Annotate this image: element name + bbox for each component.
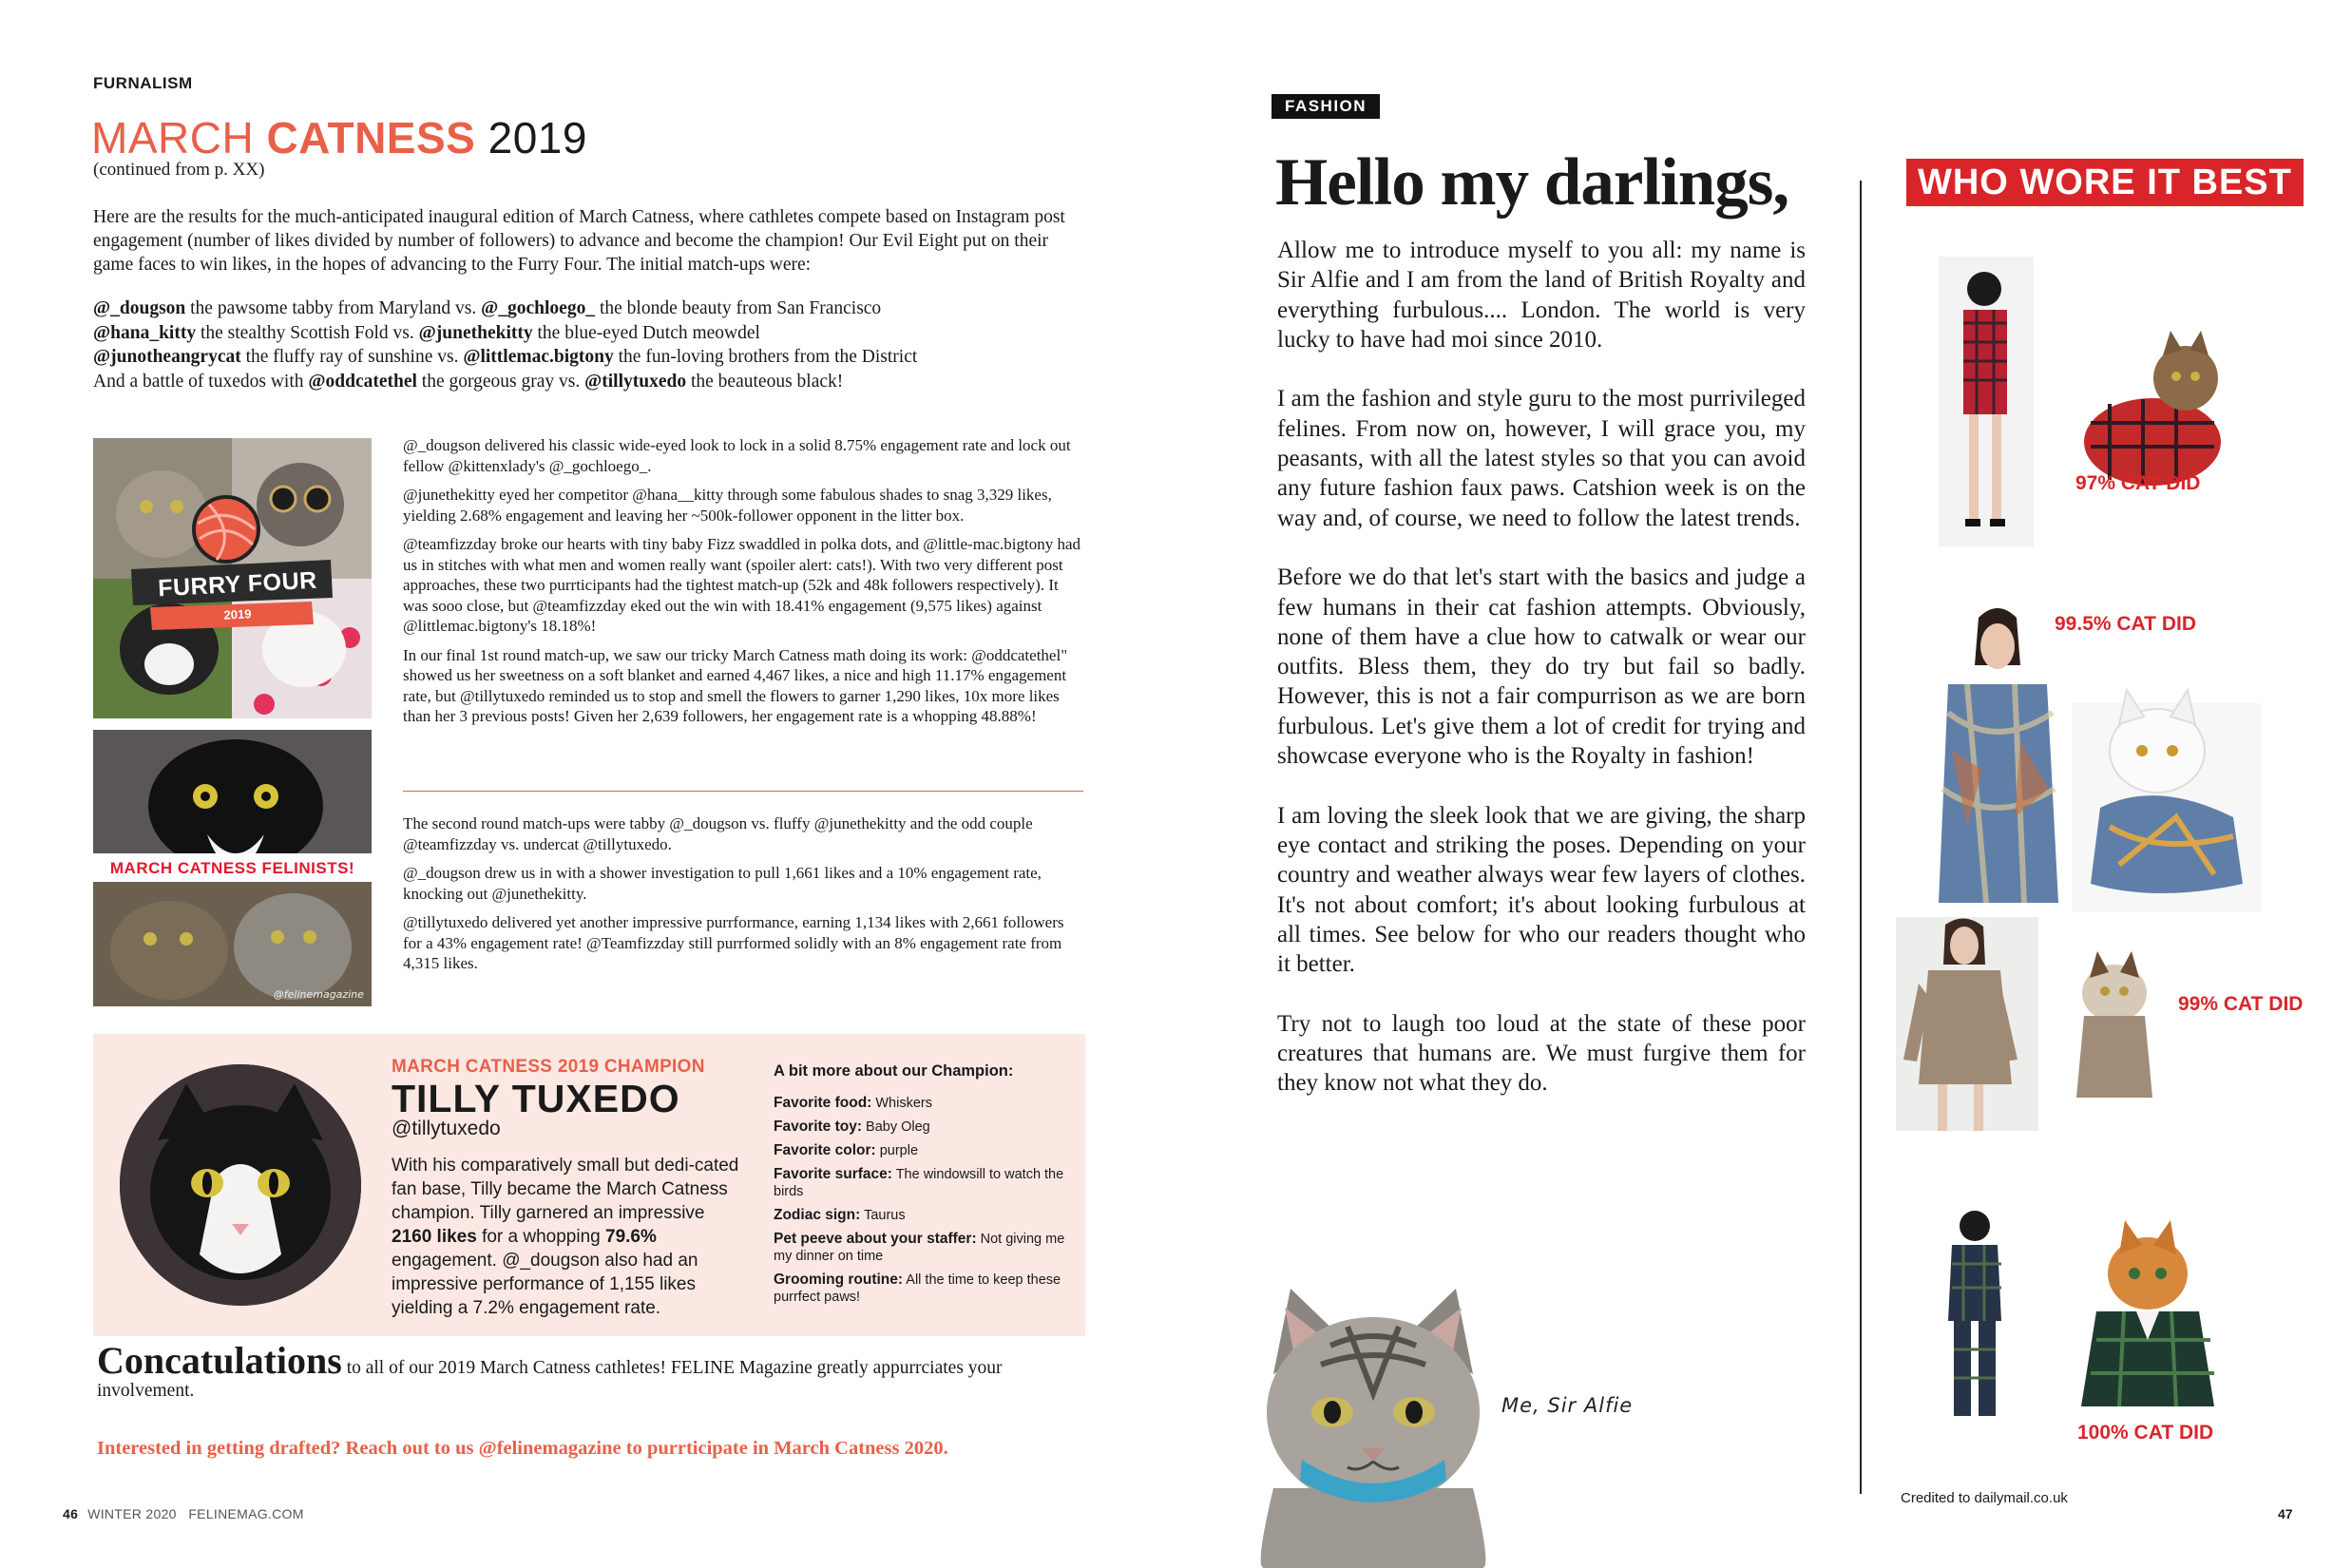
title-march: MARCH [91,113,267,163]
fact-item: Favorite surface: The windowsill to watch the birds [774,1166,1064,1199]
title-catness: CATNESS [266,113,476,163]
article-body [1277,236,1806,1128]
folio-right: 47 [2278,1506,2293,1521]
plaid-suit-comparison [1929,1207,2233,1421]
image-credit: Credited to dailymail.co.uk [1901,1490,2068,1506]
tabby-cat-illustration [1235,1270,1511,1568]
fact-item: Favorite color: purple [774,1142,919,1158]
round-one-results [403,435,1083,736]
who-wore-it-best-title: WHO WORE IT BEST [1906,159,2304,206]
body-paragraph: I am the fashion and style guru to the most purrivileged felines. From now on, however, I will grace you, my peasants, with all the latest styles so that you can avoid any future fashion faux paws. Catshion week is on the way and, of course, we need to follow the latest trends. [1277,386,1806,531]
furry-four-badge-year: 2019 [223,606,252,622]
matchup-list [93,296,1074,393]
tartan-outfit-comparison [1939,257,2224,546]
matchup-line: @_dougson the pawsome tabby from Maryland vs. @_gochloego_ the blonde beauty from San Francisco [93,298,882,318]
closing-note: Concatulations to all of our 2019 March Catness cathletes! FELINE Magazine greatly appurrciates your involvement. [97,1339,1003,1401]
comparison-4-image [1929,1207,2233,1421]
round-two-results [403,813,1083,983]
folio-left: 46 WINTER 2020 FELINEMAG.COM [63,1506,304,1521]
result-paragraph: @_dougson drew us in with a shower investigation to pull 1,661 likes and a 10% engagement rate, knocking out @junethekitty. [403,864,1042,903]
page-title [91,112,587,163]
verdict-label: 99.5% CAT DID [2055,613,2196,635]
concatulations-heading: Concatulations [97,1339,342,1382]
body-paragraph: Allow me to introduce myself to you all: my name is Sir Alfie and I am from the land of British Royalty and everything furbulous.... London. The world is very lucky to have had moi since 2010. [1277,238,1806,353]
call-to-action: Interested in getting drafted? Reach out to us @felinemagazine to purrticipate in March Catness 2020. [97,1438,948,1459]
verdict-label: 100% CAT DID [2077,1422,2214,1444]
felinists-banner: MARCH CATNESS FELINISTS! [109,859,355,877]
facts-heading: A bit more about our Champion: [774,1062,1014,1080]
champion-kicker: MARCH CATNESS 2019 CHAMPION [392,1057,705,1077]
champion-photo [120,1064,361,1306]
furry-four-badge-title: FURRY FOUR [157,566,318,602]
body-paragraph: Try not to laugh too loud at the state of these poor creatures that humans are. We must furgive them for they know not what they do. [1277,1010,1806,1097]
result-paragraph: The second round match-ups were tabby @_dougson vs. fluffy @junethekitty and the odd couple @teamfizzday vs. undercat @tillytuxedo. [403,814,1033,853]
continued-note: (continued from p. XX) [93,160,265,180]
sir-alfie-caption: Me, Sir Alfie [1501,1394,1634,1417]
fact-item: Favorite toy: Baby Oleg [774,1119,930,1135]
result-paragraph: @tillytuxedo delivered yet another impressive purrformance, earning 1,134 likes with 2,661 followers for a 43% engagement rate! @Teamfizzday still purrformed solidly with an 8% engagement rate from 4,315 likes. [403,913,1064,972]
result-paragraph: @junethekitty eyed her competitor @hana__kitty through some fabulous shades to snag 3,329 likes, yielding 2.68% engagement and leaving her ~500k-follower opponent in the litter box. [403,486,1052,525]
fact-item: Grooming routine: All the time to keep these purrfect paws! [774,1272,1061,1305]
knit-sweater-comparison [1896,917,2171,1131]
furry-four-collage [93,438,372,718]
felinists-collage [93,730,372,1006]
fact-item: Zodiac sign: Taurus [774,1207,906,1223]
result-paragraph: @_dougson delivered his classic wide-eyed look to lock in a solid 8.75% engagement rate and lock out fellow @kittenxlady's @_gochloego_. [403,436,1071,475]
verdict-label: 99% CAT DID [2178,993,2304,1015]
result-paragraph: In our final 1st round match-up, we saw our tricky March Catness math doing its work: @oddcatethel" showed us her sweetness on a soft blanket and earned 4,467 likes, a nice and high 11.17% engagement rate, but @tillytuxedo reminded us to stop and smell the flowers to garner 1,290 likes, 10x more likes than her 3 previous posts! Given her 2,639 followers, her engagement rate is a whopping 48.88%! [403,645,1068,725]
tuxedo-cat-portrait [120,1064,361,1306]
champion-facts [774,1095,1078,1312]
comparison-2-image [1929,599,2262,912]
column-rule [1860,181,1862,1494]
intro-paragraph: Here are the results for the much-anticipated inaugural edition of March Catness, where cathletes compete based on Instagram post engagement (number of likes divided by number of followers) to advance and become the champion! Our Evil Eight put on their game faces to win likes, in the hopes of advancing to the Furry Four. The initial match-ups were: [93,207,1065,275]
fact-item: Pet peeve about your staffer: Not giving me my dinner on time [774,1231,1065,1264]
abstract-print-outfit-comparison [1929,599,2262,912]
comparison-3-image [1896,917,2171,1131]
fashion-tag: FASHION [1272,94,1380,119]
body-paragraph: I am loving the sleek look that we are giving, the sharp eye contact and striking the poses. Depending on your country and weather always wear few layers of clothes. It's not about comfort; it's about looking furbulous at all times. See below for who our readers thought who it better. [1277,802,1806,978]
matchup-line: @junotheangrycat the fluffy ray of sunshine vs. @littlemac.bigtony the fun-loving brothers from the District [93,347,918,367]
body-paragraph: Before we do that let's start with the basics and judge a few humans in their cat fashion attempts. Obviously, none of them have a clue how to catwalk or wear our outfits. Bless them, they do try but fail so badly. However, this is not a fair compurrison as we are born furbulous. Let's give them a lot of credit for trying and showcase everyone who is the Royalty in fashion! [1277,564,1806,770]
title-year: 2019 [475,113,587,163]
matchup-line: And a battle of tuxedos with @oddcatethel the gorgeous gray vs. @tillytuxedo the beauteous black! [93,371,844,392]
fact-item: Favorite food: Whiskers [774,1095,932,1111]
champion-handle: @tillytuxedo [392,1118,501,1139]
champion-bio: With his comparatively small but dedi-cated fan base, Tilly became the March Catness champion. Tilly garnered an impressive 2160 likes for a whopping 79.6% engagement. @_dougson also had an impressive performance of 1,155 likes yielding a 7.2% engagement rate. [392,1156,739,1318]
champion-name: TILLY TUXEDO [392,1077,680,1120]
sir-alfie-photo [1235,1270,1511,1568]
result-paragraph: @teamfizzday broke our hearts with tiny baby Fizz swaddled in polka dots, and @little-mac.bigtony had us in stitches with what men and women really want (spoiler alert: cats!). With two very different post approaches, these two purrticipants had the tightest match-up (52k and 48k followers respectively). It was sooo close, but @teamfizzday eked out the win with 18.41% engagement (9,575 likes) against @littlemac.bigtony's 18.18%! [403,535,1081,635]
matchup-line: @hana_kitty the stealthy Scottish Fold vs. @junethekitty the blue-eyed Dutch meowdel [93,322,760,343]
section-label: FURNALISM [93,74,193,92]
results-divider [403,791,1083,792]
verdict-label: 97% CAT DID [2075,472,2201,494]
headline: Hello my darlings, [1275,145,1789,220]
collage-watermark: @felinemagazine [273,988,364,1001]
comparison-1-image [1939,257,2224,546]
